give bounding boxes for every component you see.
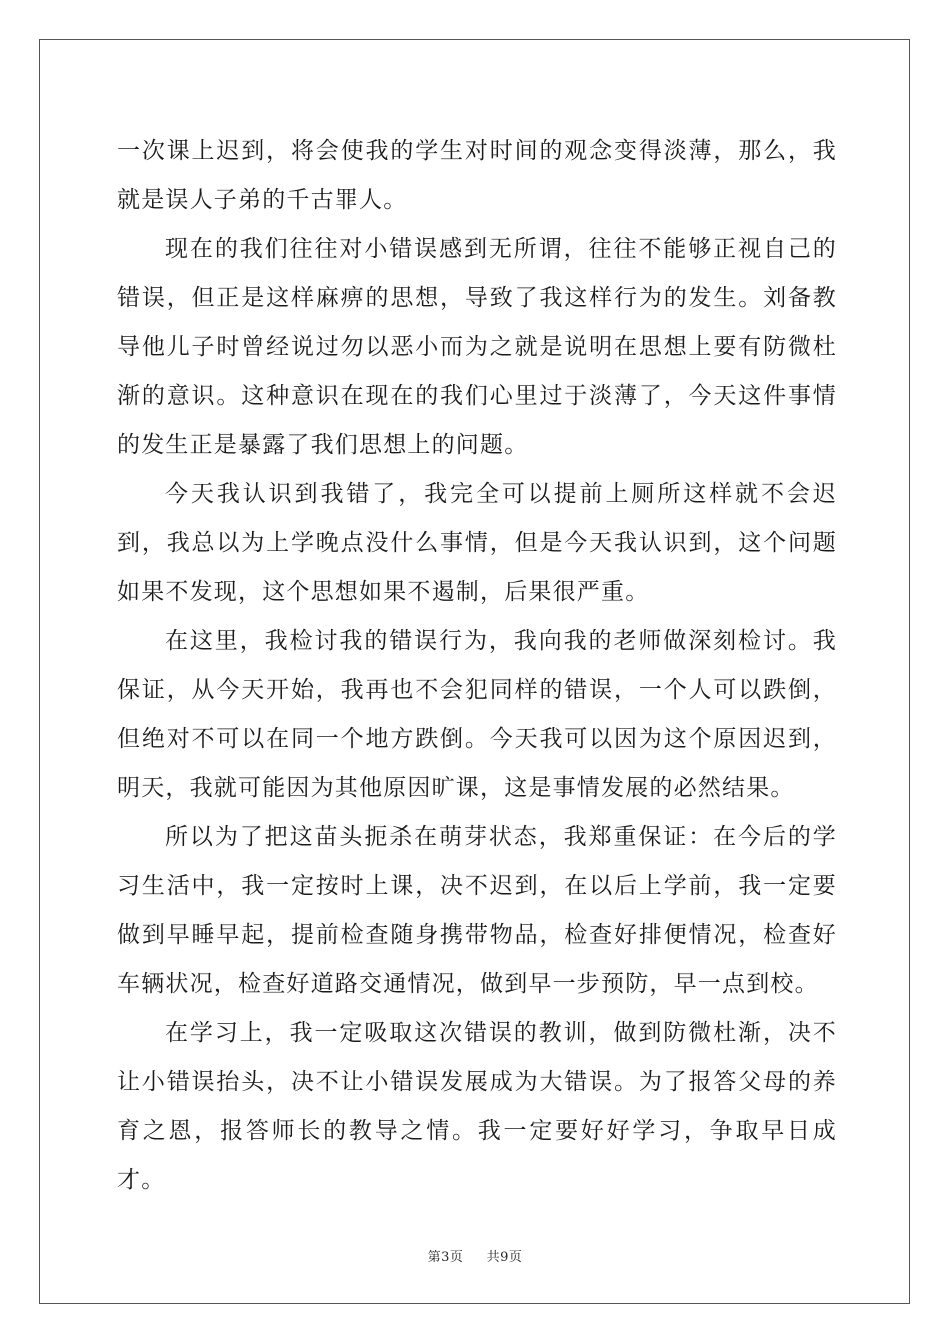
paragraph-2: 现在的我们往往对小错误感到无所谓，往往不能够正视自己的错误，但正是这样麻痹的思想，导致了我这样行为的发生。刘备教导他儿子时曾经说过勿以恶小而为之就是说明在思想上要有防微杜渐的意识。这种意识在现在的我们心里过于淡薄了，今天这件事情的发生正是暴露了我们思想上的问题。	[117, 236, 837, 458]
paragraph-3: 今天我认识到我错了，我完全可以提前上厕所这样就不会迟到，我总以为上学晚点没什么事情，但是今天我认识到，这个问题如果不发现，这个思想如果不遏制，后果很严重。	[117, 481, 837, 605]
document-body	[117, 127, 837, 1205]
paragraph-4: 在这里，我检讨我的错误行为，我向我的老师做深刻检讨。我保证，从今天开始，我再也不会犯同样的错误，一个人可以跌倒，但绝对不可以在同一个地方跌倒。今天我可以因为这个原因迟到，明天，我就可能因为其他原因旷课，这是事情发展的必然结果。	[117, 628, 837, 801]
paragraph-1: 一次课上迟到，将会使我的学生对时间的观念变得淡薄，那么，我就是误人子弟的千古罪人。	[117, 138, 837, 213]
current-page-label: 第3页	[427, 1250, 464, 1265]
total-pages-label: 共9页	[486, 1250, 523, 1265]
paragraph-5: 所以为了把这苗头扼杀在萌芽状态，我郑重保证：在今后的学习生活中，我一定按时上课，决不迟到，在以后上学前，我一定要做到早睡早起，提前检查随身携带物品，检查好排便情况，检查好车辆状况，检查好道路交通情况，做到早一步预防，早一点到校。	[117, 824, 837, 997]
paragraph-6: 在学习上，我一定吸取这次错误的教训，做到防微杜渐，决不让小错误抬头，决不让小错误发展成为大错误。为了报答父母的养育之恩，报答师长的教导之情。我一定要好好学习，争取早日成才。	[117, 1020, 837, 1193]
page-footer	[0, 1246, 950, 1265]
